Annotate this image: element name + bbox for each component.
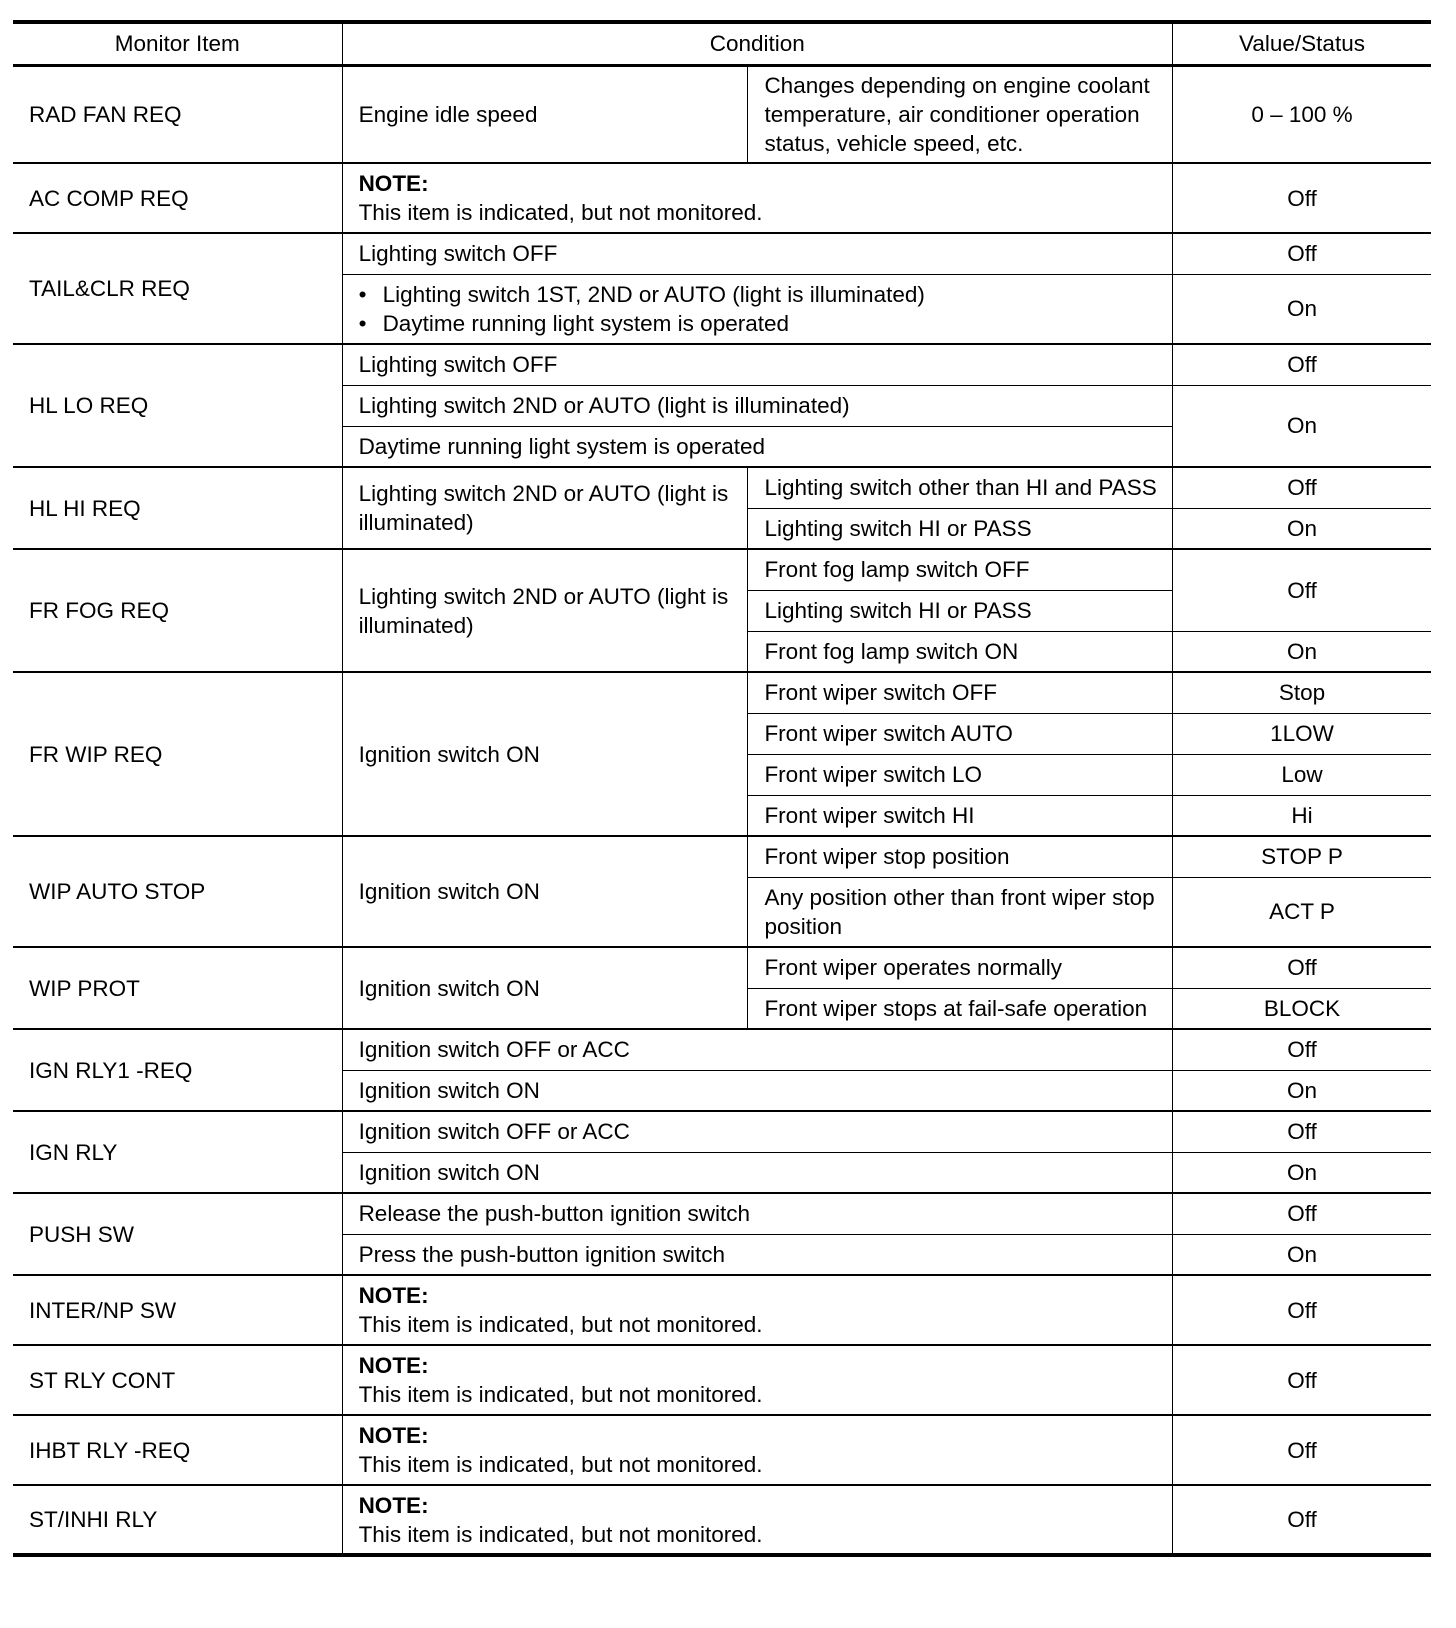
note-cell xyxy=(342,1345,1172,1415)
table-row xyxy=(13,947,1431,988)
monitor-item-cell: PUSH SW xyxy=(13,1193,342,1275)
value-cell: On xyxy=(1173,274,1431,344)
condition-cell: Engine idle speed xyxy=(342,65,748,163)
condition-cell: Press the push-button ignition switch xyxy=(342,1234,1172,1275)
note-label: NOTE: xyxy=(358,1492,429,1518)
condition-cell: Ignition switch ON xyxy=(342,1152,1172,1193)
monitor-item-cell: IGN RLY1 -REQ xyxy=(13,1029,342,1111)
monitor-item-cell: HL LO REQ xyxy=(13,344,342,467)
condition-cell xyxy=(342,274,1172,344)
note-label: NOTE: xyxy=(358,1423,429,1448)
table-row xyxy=(13,1345,1431,1415)
condition-bullet-list xyxy=(359,280,1156,338)
condition-detail-cell: Front wiper switch AUTO xyxy=(748,713,1173,754)
note-cell xyxy=(342,1415,1172,1485)
value-cell: On xyxy=(1173,1070,1431,1111)
value-cell: Off xyxy=(1173,344,1431,385)
condition-cell: Ignition switch ON xyxy=(342,672,748,836)
monitor-item-cell: IGN RLY xyxy=(13,1111,342,1193)
value-cell: Off xyxy=(1173,1193,1431,1234)
condition-cell: Lighting switch 2ND or AUTO (light is illuminated) xyxy=(342,549,748,672)
value-cell: On xyxy=(1173,385,1431,467)
condition-cell: Daytime running light system is operated xyxy=(342,426,1172,467)
note-text: This item is indicated, but not monitored. xyxy=(358,1521,763,1547)
condition-detail-cell: Front wiper stop position xyxy=(748,836,1173,877)
monitor-item-cell: WIP AUTO STOP xyxy=(13,836,342,947)
condition-detail-cell: Front wiper switch HI xyxy=(748,795,1173,836)
condition-detail-cell: Changes depending on engine coolant temperature, air conditioner operation status, vehicle speed, etc. xyxy=(748,65,1173,163)
value-cell: Hi xyxy=(1173,795,1431,836)
table-row xyxy=(13,672,1431,713)
value-cell: Low xyxy=(1173,754,1431,795)
note-text: This item is indicated, but not monitored. xyxy=(358,1452,763,1477)
list-item: • Lighting switch 1ST, 2ND or AUTO (light is illuminated) xyxy=(359,280,1156,309)
condition-cell: Lighting switch OFF xyxy=(342,344,1172,385)
condition-cell: Ignition switch OFF or ACC xyxy=(342,1111,1172,1152)
value-cell: On xyxy=(1173,508,1431,549)
value-cell: Off xyxy=(1173,1275,1431,1345)
monitor-item-cell: WIP PROT xyxy=(13,947,342,1029)
table-row xyxy=(13,549,1431,590)
monitor-item-cell: INTER/NP SW xyxy=(13,1275,342,1345)
table-row xyxy=(13,65,1431,163)
condition-cell: Lighting switch 2ND or AUTO (light is illuminated) xyxy=(342,385,1172,426)
note-cell xyxy=(342,1275,1172,1345)
note-label: NOTE: xyxy=(358,1353,429,1378)
value-cell: 1LOW xyxy=(1173,713,1431,754)
note-text: This item is indicated, but not monitored. xyxy=(358,200,763,225)
table-row xyxy=(13,836,1431,877)
note-cell xyxy=(342,1485,1172,1555)
condition-detail-cell: Front fog lamp switch ON xyxy=(748,631,1173,672)
condition-detail-cell: Front wiper stops at fail-safe operation xyxy=(748,988,1173,1029)
condition-detail-cell: Front wiper operates normally xyxy=(748,947,1173,988)
table-row xyxy=(13,233,1431,274)
condition-detail-cell: Lighting switch HI or PASS xyxy=(748,508,1173,549)
value-cell: Off xyxy=(1173,947,1431,988)
monitor-item-table xyxy=(13,20,1431,1557)
table-header-row xyxy=(13,22,1431,65)
table-row xyxy=(13,344,1431,385)
value-cell: Off xyxy=(1173,549,1431,631)
value-cell: On xyxy=(1173,631,1431,672)
monitor-item-cell: RAD FAN REQ xyxy=(13,65,342,163)
value-cell: Off xyxy=(1173,1345,1431,1415)
table-row xyxy=(13,1485,1431,1555)
value-cell: Stop xyxy=(1173,672,1431,713)
monitor-item-cell: ST/INHI RLY xyxy=(13,1485,342,1555)
monitor-item-cell: HL HI REQ xyxy=(13,467,342,549)
monitor-item-cell: FR FOG REQ xyxy=(13,549,342,672)
value-cell: Off xyxy=(1173,1485,1431,1555)
monitor-item-cell: ST RLY CONT xyxy=(13,1345,342,1415)
header-value-status: Value/Status xyxy=(1173,22,1431,65)
note-text: This item is indicated, but not monitored. xyxy=(358,1312,763,1337)
header-condition: Condition xyxy=(342,22,1172,65)
table-row xyxy=(13,1193,1431,1234)
value-cell: BLOCK xyxy=(1173,988,1431,1029)
value-cell: Off xyxy=(1173,1029,1431,1070)
table-row xyxy=(13,1415,1431,1485)
monitor-item-cell: FR WIP REQ xyxy=(13,672,342,836)
value-cell: On xyxy=(1173,1152,1431,1193)
value-cell: STOP P xyxy=(1173,836,1431,877)
table-row xyxy=(13,163,1431,233)
value-cell: Off xyxy=(1173,233,1431,274)
value-cell: On xyxy=(1173,1234,1431,1275)
value-cell: Off xyxy=(1173,467,1431,508)
condition-detail-cell: Front wiper switch OFF xyxy=(748,672,1173,713)
note-label: NOTE: xyxy=(358,171,429,196)
table-row xyxy=(13,1275,1431,1345)
value-cell: Off xyxy=(1173,163,1431,233)
condition-cell: Release the push-button ignition switch xyxy=(342,1193,1172,1234)
condition-detail-cell: Lighting switch HI or PASS xyxy=(748,590,1173,631)
value-cell: ACT P xyxy=(1173,877,1431,947)
monitor-item-cell: IHBT RLY -REQ xyxy=(13,1415,342,1485)
header-monitor-item: Monitor Item xyxy=(13,22,342,65)
list-item: • Daytime running light system is operated xyxy=(359,309,1156,338)
condition-detail-cell: Front wiper switch LO xyxy=(748,754,1173,795)
condition-cell: Ignition switch ON xyxy=(342,947,748,1029)
value-cell: Off xyxy=(1173,1415,1431,1485)
condition-cell: Lighting switch OFF xyxy=(342,233,1172,274)
condition-detail-cell: Lighting switch other than HI and PASS xyxy=(748,467,1173,508)
condition-cell: Ignition switch OFF or ACC xyxy=(342,1029,1172,1070)
value-cell: Off xyxy=(1173,1111,1431,1152)
table-row xyxy=(13,467,1431,508)
monitor-item-cell: AC COMP REQ xyxy=(13,163,342,233)
condition-cell: Ignition switch ON xyxy=(342,836,748,947)
note-label: NOTE: xyxy=(358,1283,429,1308)
condition-detail-cell: Any position other than front wiper stop position xyxy=(748,877,1173,947)
table-row xyxy=(13,1029,1431,1070)
note-text: This item is indicated, but not monitored. xyxy=(358,1382,763,1407)
condition-cell: Lighting switch 2ND or AUTO (light is illuminated) xyxy=(342,467,748,549)
monitor-item-cell: TAIL&CLR REQ xyxy=(13,233,342,344)
table-row xyxy=(13,1111,1431,1152)
condition-cell: Ignition switch ON xyxy=(342,1070,1172,1111)
value-cell: 0 – 100 % xyxy=(1173,65,1431,163)
note-cell xyxy=(342,163,1172,233)
condition-detail-cell: Front fog lamp switch OFF xyxy=(748,549,1173,590)
